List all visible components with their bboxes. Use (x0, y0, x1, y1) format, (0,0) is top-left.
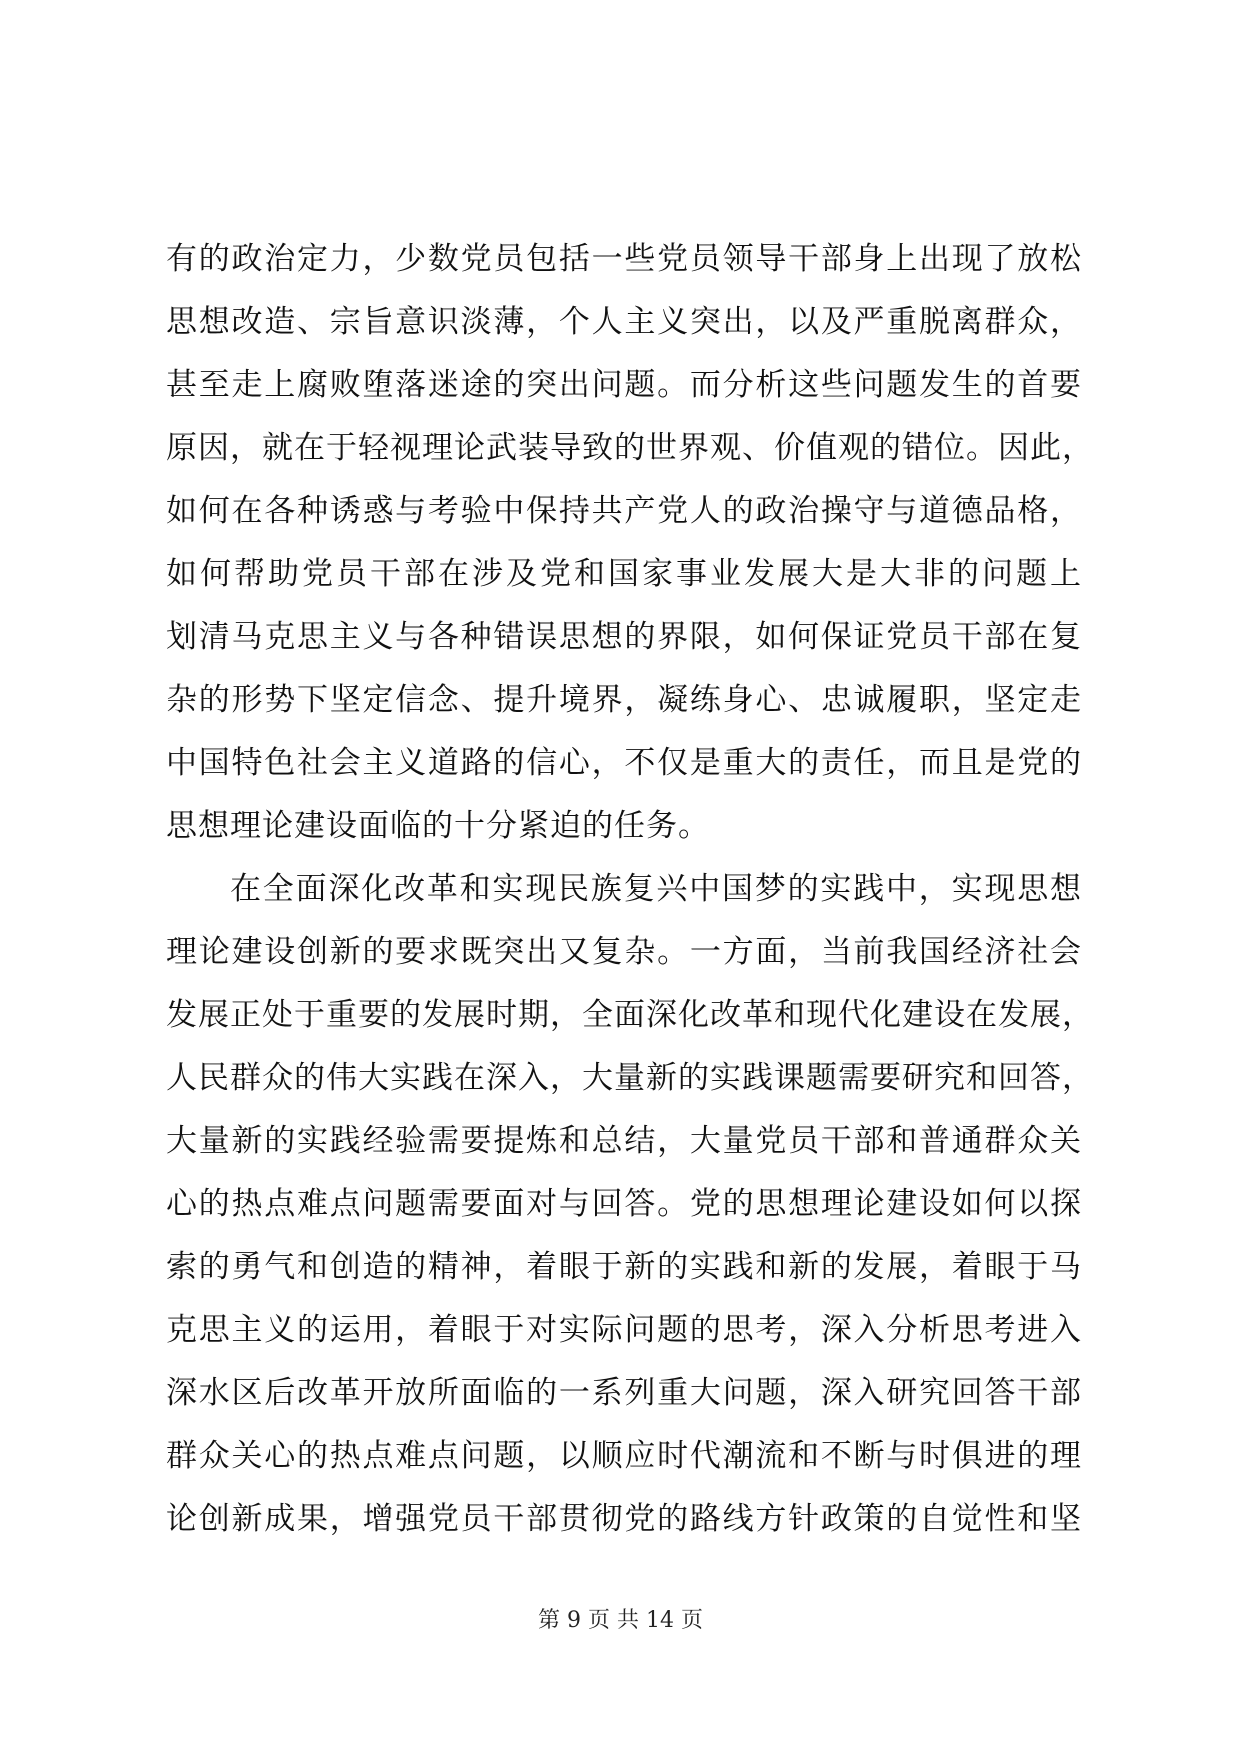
text-line: 杂的形势下坚定信念、提升境界，凝练身心、忠诚履职，坚定走 (166, 682, 1082, 718)
text-line: 群众关心的热点难点问题，以顺应时代潮流和不断与时俱进的理 (166, 1438, 1082, 1474)
text-line: 理论建设创新的要求既突出又复杂。一方面，当前我国经济社会 (166, 934, 1082, 970)
text-line: 心的热点难点问题需要面对与回答。党的思想理论建设如何以探 (166, 1186, 1082, 1222)
text-line: 如何帮助党员干部在涉及党和国家事业发展大是大非的问题上 (166, 556, 1082, 592)
text-line: 克思主义的运用，着眼于对实际问题的思考，深入分析思考进入 (166, 1312, 1082, 1348)
text-line: 甚至走上腐败堕落迷途的突出问题。而分析这些问题发生的首要 (166, 367, 1082, 403)
text-line: 在全面深化改革和实现民族复兴中国梦的实践中，实现思想 (230, 871, 1082, 907)
text-line: 索的勇气和创造的精神，着眼于新的实践和新的发展，着眼于马 (166, 1249, 1082, 1285)
text-line: 大量新的实践经验需要提炼和总结，大量党员干部和普通群众关 (166, 1123, 1082, 1159)
text-line: 论创新成果，增强党员干部贯彻党的路线方针政策的自觉性和坚 (166, 1501, 1082, 1537)
text-line: 思想改造、宗旨意识淡薄，个人主义突出，以及严重脱离群众， (166, 304, 1082, 340)
text-line: 中国特色社会主义道路的信心，不仅是重大的责任，而且是党的 (166, 745, 1082, 781)
text-line: 人民群众的伟大实践在深入，大量新的实践课题需要研究和回答， (166, 1060, 1094, 1096)
text-line: 原因，就在于轻视理论武装导致的世界观、价值观的错位。因此， (166, 430, 1094, 466)
text-line: 深水区后改革开放所面临的一系列重大问题，深入研究回答干部 (166, 1375, 1082, 1411)
text-line: 思想理论建设面临的十分紧迫的任务。 (166, 808, 710, 844)
page-number-footer: 第 9 页 共 14 页 (538, 1608, 703, 1633)
body-text (166, 228, 1094, 1551)
text-line: 有的政治定力，少数党员包括一些党员领导干部身上出现了放松 (166, 241, 1082, 277)
text-line: 发展正处于重要的发展时期，全面深化改革和现代化建设在发展， (166, 997, 1094, 1033)
text-line: 划清马克思主义与各种错误思想的界限，如何保证党员干部在复 (166, 619, 1082, 655)
text-line: 如何在各种诱惑与考验中保持共产党人的政治操守与道德品格， (166, 493, 1082, 529)
